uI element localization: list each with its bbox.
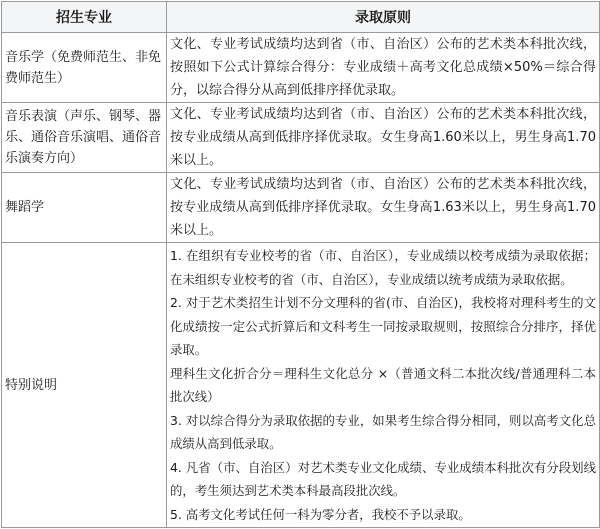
admission-table — [1, 1, 600, 528]
table-header-row — [2, 2, 600, 33]
principle-cell: 文化、专业考试成绩均达到省（市、自治区）公布的艺术类本科批次线，按专业成绩从高到低排序择优录取。女生身高1.63米以上，男生身高1.70米以上。 — [167, 173, 600, 243]
special-notes-label: 特别说明 — [2, 243, 167, 528]
special-note-item: 1. 在组织有专业校考的省（市、自治区），专业成绩以校考成绩为录取依据；在未组织专业校考的省（市、自治区），专业成绩以统考成绩为录取依据。 — [170, 248, 596, 287]
major-cell: 音乐表演（声乐、钢琴、器乐、通俗音乐演唱、通俗音乐演奏方向） — [2, 103, 167, 173]
column-header-principle: 录取原则 — [167, 2, 600, 33]
major-cell: 音乐学（免费师范生、非免费师范生） — [2, 33, 167, 103]
special-notes-row — [2, 243, 600, 528]
special-note-item: 5. 高考文化考试任何一科为零分者，我校不予以录取。 — [170, 506, 471, 522]
special-note-item: 3. 对以综合得分为录取依据的专业，如果考生综合得分相同，则以高考文化总成绩从高到低录取。 — [170, 412, 596, 451]
principle-cell: 文化、专业考试成绩均达到省（市、自治区）公布的艺术类本科批次线，按专业成绩从高到低排序择优录取。女生身高1.60米以上，男生身高1.70米以上。 — [167, 103, 600, 173]
special-note-item: 4. 凡省（市、自治区）对艺术类专业文化成绩、专业成绩本科批次有分段划线的，考生须达到艺术类本科最高段批次线。 — [170, 459, 596, 498]
table-row — [2, 173, 600, 243]
special-note-item: 2. 对于艺术类招生计划不分文理科的省(市、自治区)，我校将对理科考生的文化成绩按一定公式折算后和文科考生一同按录取规则，按照综合分排序，择优录取。 — [170, 295, 596, 357]
column-header-major: 招生专业 — [2, 2, 167, 33]
major-cell: 舞蹈学 — [2, 173, 167, 243]
table-row — [2, 33, 600, 103]
special-note-formula: 理科生文化折合分＝理科生文化总分 ×（普通文科二本批次线/普通理科二本批次线） — [170, 365, 596, 404]
table-row — [2, 103, 600, 173]
principle-cell: 文化、专业考试成绩均达到省（市、自治区）公布的艺术类本科批次线，按照如下公式计算综合得分：专业成绩＋高考文化总成绩×50%＝综合得分，以综合得分从高到低排序择优录取。 — [167, 33, 600, 103]
special-notes-cell — [167, 243, 600, 528]
